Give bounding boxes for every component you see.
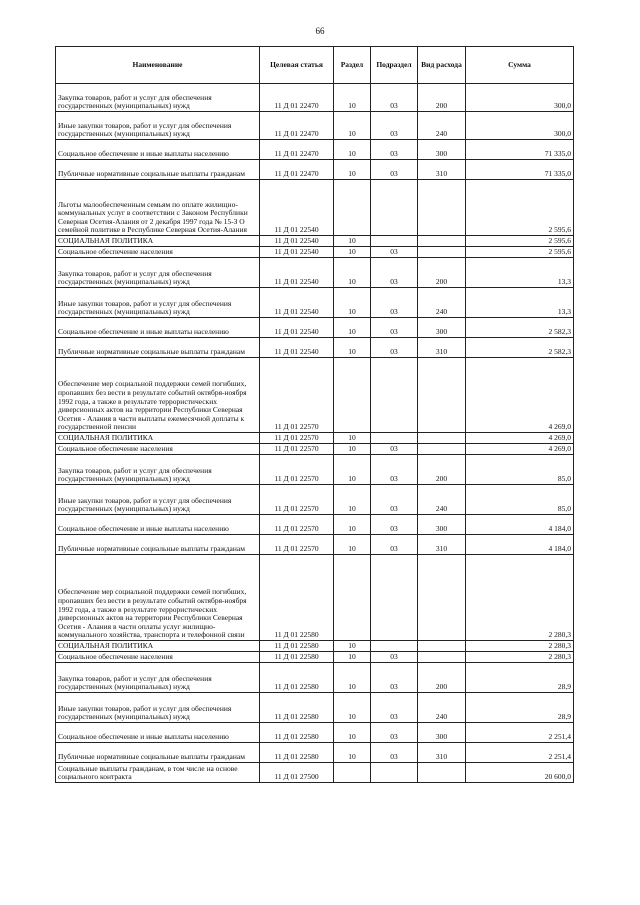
row-vid xyxy=(418,555,466,641)
row-podrazdel xyxy=(371,555,418,641)
row-razdel xyxy=(334,763,371,783)
row-sum: 4 184,0 xyxy=(466,535,574,555)
row-sum: 71 335,0 xyxy=(466,160,574,180)
row-name: Публичные нормативные социальные выплаты гражданам xyxy=(56,160,260,180)
row-vid: 240 xyxy=(418,485,466,515)
table-row xyxy=(56,112,574,140)
row-code: 11 Д 01 22540 xyxy=(260,247,334,258)
row-code: 11 Д 01 22540 xyxy=(260,258,334,288)
row-vid xyxy=(418,358,466,433)
row-code: 11 Д 01 22540 xyxy=(260,236,334,247)
row-sum: 2 582,3 xyxy=(466,338,574,358)
table-row xyxy=(56,641,574,652)
row-razdel: 10 xyxy=(334,723,371,743)
row-code: 11 Д 01 27500 xyxy=(260,763,334,783)
row-code: 11 Д 01 22580 xyxy=(260,743,334,763)
header-podrazdel: Подраздел xyxy=(371,47,418,84)
table-row xyxy=(56,663,574,693)
row-code: 11 Д 01 22580 xyxy=(260,723,334,743)
row-sum: 2 595,6 xyxy=(466,247,574,258)
row-name: Закупка товаров, работ и услуг для обеспечения государственных (муниципальных) нужд xyxy=(56,258,260,288)
row-sum: 4 269,0 xyxy=(466,358,574,433)
row-sum: 71 335,0 xyxy=(466,140,574,160)
row-vid: 200 xyxy=(418,455,466,485)
row-vid: 300 xyxy=(418,515,466,535)
table-row xyxy=(56,247,574,258)
row-podrazdel: 03 xyxy=(371,247,418,258)
row-sum: 2 280,3 xyxy=(466,641,574,652)
row-razdel: 10 xyxy=(334,288,371,318)
table-row xyxy=(56,318,574,338)
row-sum: 13,3 xyxy=(466,288,574,318)
row-podrazdel: 03 xyxy=(371,160,418,180)
row-code: 11 Д 01 22470 xyxy=(260,160,334,180)
row-name: Публичные нормативные социальные выплаты гражданам xyxy=(56,743,260,763)
row-code: 11 Д 01 22580 xyxy=(260,641,334,652)
row-podrazdel: 03 xyxy=(371,444,418,455)
row-razdel: 10 xyxy=(334,485,371,515)
row-podrazdel xyxy=(371,180,418,236)
row-sum: 2 280,3 xyxy=(466,555,574,641)
row-razdel: 10 xyxy=(334,641,371,652)
row-razdel: 10 xyxy=(334,84,371,112)
row-razdel: 10 xyxy=(334,318,371,338)
row-name: Социальные выплаты гражданам, в том числе на основе социального контракта xyxy=(56,763,260,783)
table-row xyxy=(56,743,574,763)
row-podrazdel: 03 xyxy=(371,288,418,318)
row-code: 11 Д 01 22540 xyxy=(260,180,334,236)
row-podrazdel: 03 xyxy=(371,485,418,515)
row-code: 11 Д 01 22470 xyxy=(260,112,334,140)
row-vid xyxy=(418,236,466,247)
row-podrazdel xyxy=(371,358,418,433)
table-row xyxy=(56,515,574,535)
row-podrazdel xyxy=(371,433,418,444)
row-code: 11 Д 01 22570 xyxy=(260,485,334,515)
page-number: 66 xyxy=(315,26,325,36)
table-row xyxy=(56,652,574,663)
row-podrazdel xyxy=(371,763,418,783)
table-row xyxy=(56,236,574,247)
row-name: Иные закупки товаров, работ и услуг для обеспечения государственных (муниципальных) нужд xyxy=(56,112,260,140)
table-row xyxy=(56,160,574,180)
row-sum: 85,0 xyxy=(466,455,574,485)
row-sum: 4 269,0 xyxy=(466,433,574,444)
row-name: Закупка товаров, работ и услуг для обеспечения государственных (муниципальных) нужд xyxy=(56,663,260,693)
row-vid xyxy=(418,247,466,258)
table-row xyxy=(56,433,574,444)
row-vid: 240 xyxy=(418,288,466,318)
row-code: 11 Д 01 22570 xyxy=(260,455,334,485)
row-sum: 13,3 xyxy=(466,258,574,288)
row-code: 11 Д 01 22580 xyxy=(260,663,334,693)
row-podrazdel: 03 xyxy=(371,535,418,555)
row-vid xyxy=(418,652,466,663)
row-podrazdel: 03 xyxy=(371,743,418,763)
row-razdel: 10 xyxy=(334,535,371,555)
row-name: Обеспечение мер социальной поддержки семей погибших, пропавших без вести в результате событий октября-ноября 1992 года, а также в результате террористических диверсионных актов на территории Республики Северная Осетия - Алания в части оплаты услуг жилищно-коммунального хозяйства, транспорта и телефонной связи xyxy=(56,555,260,641)
row-name: Закупка товаров, работ и услуг для обеспечения государственных (муниципальных) нужд xyxy=(56,84,260,112)
row-razdel xyxy=(334,555,371,641)
row-razdel xyxy=(334,358,371,433)
row-sum: 300,0 xyxy=(466,112,574,140)
row-code: 11 Д 01 22470 xyxy=(260,140,334,160)
row-name: Социальное обеспечение населения xyxy=(56,652,260,663)
row-podrazdel: 03 xyxy=(371,455,418,485)
row-sum: 20 600,0 xyxy=(466,763,574,783)
row-code: 11 Д 01 22570 xyxy=(260,444,334,455)
row-vid: 200 xyxy=(418,258,466,288)
table-row xyxy=(56,140,574,160)
row-vid xyxy=(418,180,466,236)
row-sum: 4 184,0 xyxy=(466,515,574,535)
header-razdel: Раздел xyxy=(334,47,371,84)
header-code: Целевая статья xyxy=(260,47,334,84)
budget-table xyxy=(55,46,574,783)
row-name: СОЦИАЛЬНАЯ ПОЛИТИКА xyxy=(56,433,260,444)
row-name: Иные закупки товаров, работ и услуг для обеспечения государственных (муниципальных) нужд xyxy=(56,693,260,723)
row-vid: 300 xyxy=(418,318,466,338)
row-sum: 300,0 xyxy=(466,84,574,112)
row-vid xyxy=(418,444,466,455)
row-name: Закупка товаров, работ и услуг для обеспечения государственных (муниципальных) нужд xyxy=(56,455,260,485)
row-vid: 310 xyxy=(418,743,466,763)
row-code: 11 Д 01 22540 xyxy=(260,288,334,318)
row-vid: 240 xyxy=(418,693,466,723)
row-sum: 2 595,6 xyxy=(466,236,574,247)
row-vid: 310 xyxy=(418,160,466,180)
row-name: Социальное обеспечение и иные выплаты населению xyxy=(56,140,260,160)
table-row xyxy=(56,535,574,555)
row-vid: 240 xyxy=(418,112,466,140)
row-podrazdel: 03 xyxy=(371,515,418,535)
row-name: Социальное обеспечение и иные выплаты населению xyxy=(56,318,260,338)
row-podrazdel: 03 xyxy=(371,338,418,358)
row-code: 11 Д 01 22540 xyxy=(260,338,334,358)
row-vid: 310 xyxy=(418,535,466,555)
table-row xyxy=(56,444,574,455)
row-name: Социальное обеспечение населения xyxy=(56,444,260,455)
row-name: Обеспечение мер социальной поддержки семей погибших, пропавших без вести в результате событий октября-ноября 1992 года, а также в результате террористических диверсионных актов на территории Республики Северная Осетия - Алания в части выплаты ежемесячной доплаты к государственной пенсии xyxy=(56,358,260,433)
row-code: 11 Д 01 22540 xyxy=(260,318,334,338)
row-vid: 200 xyxy=(418,84,466,112)
table-row xyxy=(56,455,574,485)
table-row xyxy=(56,763,574,783)
row-razdel: 10 xyxy=(334,455,371,485)
row-podrazdel xyxy=(371,641,418,652)
row-razdel: 10 xyxy=(334,444,371,455)
row-razdel: 10 xyxy=(334,693,371,723)
row-razdel: 10 xyxy=(334,743,371,763)
row-vid xyxy=(418,641,466,652)
row-podrazdel: 03 xyxy=(371,84,418,112)
table-row xyxy=(56,358,574,433)
row-sum: 4 269,0 xyxy=(466,444,574,455)
row-name: Иные закупки товаров, работ и услуг для обеспечения государственных (муниципальных) нужд xyxy=(56,288,260,318)
row-sum: 28,9 xyxy=(466,663,574,693)
row-name: Иные закупки товаров, работ и услуг для обеспечения государственных (муниципальных) нужд xyxy=(56,485,260,515)
row-vid: 310 xyxy=(418,338,466,358)
row-sum: 2 251,4 xyxy=(466,743,574,763)
row-podrazdel: 03 xyxy=(371,663,418,693)
row-name: СОЦИАЛЬНАЯ ПОЛИТИКА xyxy=(56,641,260,652)
row-vid xyxy=(418,763,466,783)
row-razdel: 10 xyxy=(334,338,371,358)
row-vid: 300 xyxy=(418,140,466,160)
row-name: СОЦИАЛЬНАЯ ПОЛИТИКА xyxy=(56,236,260,247)
header-row xyxy=(56,47,574,84)
row-name: Публичные нормативные социальные выплаты гражданам xyxy=(56,338,260,358)
row-code: 11 Д 01 22470 xyxy=(260,84,334,112)
row-podrazdel: 03 xyxy=(371,693,418,723)
table-row xyxy=(56,693,574,723)
row-code: 11 Д 01 22570 xyxy=(260,358,334,433)
row-vid xyxy=(418,433,466,444)
row-razdel: 10 xyxy=(334,258,371,288)
header-sum: Сумма xyxy=(466,47,574,84)
table-row xyxy=(56,555,574,641)
row-podrazdel: 03 xyxy=(371,652,418,663)
row-podrazdel: 03 xyxy=(371,318,418,338)
row-razdel: 10 xyxy=(334,433,371,444)
row-code: 11 Д 01 22570 xyxy=(260,433,334,444)
row-sum: 2 251,4 xyxy=(466,723,574,743)
row-sum: 28,9 xyxy=(466,693,574,723)
row-podrazdel: 03 xyxy=(371,258,418,288)
header-vid: Вид расхода xyxy=(418,47,466,84)
row-name: Льготы малообеспеченным семьям по оплате жилищно-коммунальных услуг в соответствии с Законом Республики Северная Осетия-Алания от 2 декабря 1997 года № 15-З О семейной политике в Республике Северная Осетия-Алания xyxy=(56,180,260,236)
row-code: 11 Д 01 22580 xyxy=(260,693,334,723)
row-razdel: 10 xyxy=(334,247,371,258)
row-podrazdel: 03 xyxy=(371,723,418,743)
row-razdel: 10 xyxy=(334,663,371,693)
row-name: Публичные нормативные социальные выплаты гражданам xyxy=(56,535,260,555)
row-razdel: 10 xyxy=(334,140,371,160)
row-razdel: 10 xyxy=(334,652,371,663)
table-body xyxy=(56,84,574,783)
row-name: Социальное обеспечение населения xyxy=(56,247,260,258)
header-name: Наименование xyxy=(56,47,260,84)
table-row xyxy=(56,338,574,358)
row-name: Социальное обеспечение и иные выплаты населению xyxy=(56,515,260,535)
row-razdel: 10 xyxy=(334,515,371,535)
row-sum: 2 595,6 xyxy=(466,180,574,236)
row-code: 11 Д 01 22580 xyxy=(260,555,334,641)
table-row xyxy=(56,485,574,515)
table-row xyxy=(56,288,574,318)
row-sum: 2 582,3 xyxy=(466,318,574,338)
row-razdel: 10 xyxy=(334,112,371,140)
row-podrazdel: 03 xyxy=(371,112,418,140)
row-sum: 85,0 xyxy=(466,485,574,515)
row-podrazdel: 03 xyxy=(371,140,418,160)
table-row xyxy=(56,258,574,288)
row-sum: 2 280,3 xyxy=(466,652,574,663)
row-vid: 200 xyxy=(418,663,466,693)
row-podrazdel xyxy=(371,236,418,247)
row-razdel xyxy=(334,180,371,236)
row-razdel: 10 xyxy=(334,236,371,247)
row-code: 11 Д 01 22570 xyxy=(260,515,334,535)
row-vid: 300 xyxy=(418,723,466,743)
table-row xyxy=(56,84,574,112)
table-row xyxy=(56,180,574,236)
table-row xyxy=(56,723,574,743)
row-code: 11 Д 01 22580 xyxy=(260,652,334,663)
row-name: Социальное обеспечение и иные выплаты населению xyxy=(56,723,260,743)
row-code: 11 Д 01 22570 xyxy=(260,535,334,555)
row-razdel: 10 xyxy=(334,160,371,180)
